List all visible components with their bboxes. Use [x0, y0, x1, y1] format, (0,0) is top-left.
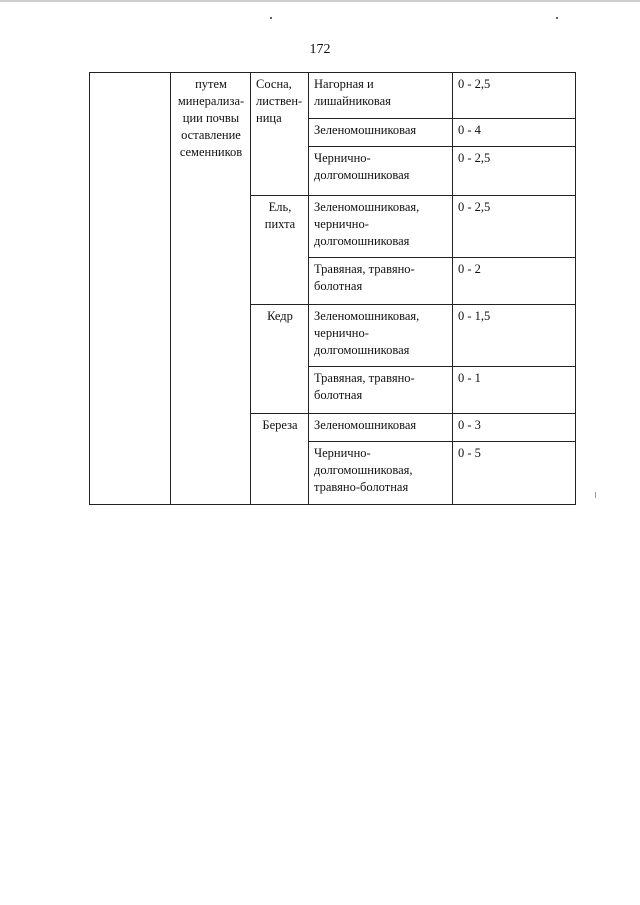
forest-type-cell	[309, 147, 453, 196]
forest-type-line: болотная	[314, 279, 363, 293]
forest-type-line: Нагорная и	[314, 77, 374, 91]
species-cell	[251, 305, 309, 414]
species-line: Береза	[262, 418, 298, 432]
method-line: семенников	[179, 145, 243, 159]
forest-type-line: чернично-	[314, 217, 369, 231]
forest-type-line: Зеленомошниковая	[314, 123, 417, 137]
forest-type-cell	[309, 442, 453, 505]
method-cell	[171, 73, 251, 505]
forest-type-line: долгомошниковая	[314, 234, 410, 248]
scan-speck	[556, 17, 558, 19]
value-cell: 0 - 2,5	[453, 147, 576, 196]
method-line: минерализа-	[177, 94, 245, 108]
species-line: Ель,	[268, 200, 292, 214]
empty-first-column-cell	[90, 73, 171, 505]
value-cell: 0 - 3	[453, 414, 576, 442]
forest-type-line: долгомошниковая,	[314, 463, 413, 477]
species-line: Сосна,	[256, 77, 292, 91]
forest-type-cell	[309, 73, 453, 119]
method-line: оставление	[181, 128, 241, 142]
forest-type-line: травяно-болотная	[314, 480, 409, 494]
species-line: листвен-	[256, 94, 303, 108]
species-cell	[251, 414, 309, 505]
value-cell: 0 - 1,5	[453, 305, 576, 367]
forest-type-line: чернично-	[314, 326, 369, 340]
scan-margin-mark	[595, 492, 596, 498]
method-line: ции почвы	[182, 111, 240, 125]
forest-type-line: Зеленомошниковая,	[314, 309, 420, 323]
value-cell: 0 - 1	[453, 367, 576, 414]
forest-type-line: Чернично-	[314, 151, 371, 165]
forest-type-cell	[309, 196, 453, 258]
table-row	[90, 73, 576, 119]
forest-type-cell	[309, 367, 453, 414]
species-line: Кедр	[267, 309, 293, 323]
page-number: 172	[309, 42, 331, 57]
forest-type-cell	[309, 305, 453, 367]
species-line: ница	[256, 111, 282, 125]
forest-type-line: болотная	[314, 388, 363, 402]
forest-type-cell	[309, 119, 453, 147]
forest-type-line: Зеленомошниковая,	[314, 200, 420, 214]
forest-type-line: Зеленомошниковая	[314, 418, 417, 432]
scan-speck	[270, 17, 272, 19]
species-cell	[251, 196, 309, 305]
method-line: путем	[195, 77, 227, 91]
forest-type-cell	[309, 414, 453, 442]
forest-type-line: лишайниковая	[314, 94, 391, 108]
value-cell: 0 - 5	[453, 442, 576, 505]
forest-type-line: долгомошниковая	[314, 168, 410, 182]
value-cell: 0 - 2,5	[453, 73, 576, 119]
value-cell: 0 - 2	[453, 258, 576, 305]
page-top-edge	[0, 0, 640, 2]
species-cell	[251, 73, 309, 196]
forest-type-cell	[309, 258, 453, 305]
forest-type-line: долгомошниковая	[314, 343, 410, 357]
regeneration-norms-table	[89, 72, 576, 505]
forest-type-line: Травяная, травяно-	[314, 262, 415, 276]
forest-type-line: Чернично-	[314, 446, 371, 460]
value-cell: 0 - 4	[453, 119, 576, 147]
species-line: пихта	[264, 217, 296, 231]
forest-type-line: Травяная, травяно-	[314, 371, 415, 385]
value-cell: 0 - 2,5	[453, 196, 576, 258]
